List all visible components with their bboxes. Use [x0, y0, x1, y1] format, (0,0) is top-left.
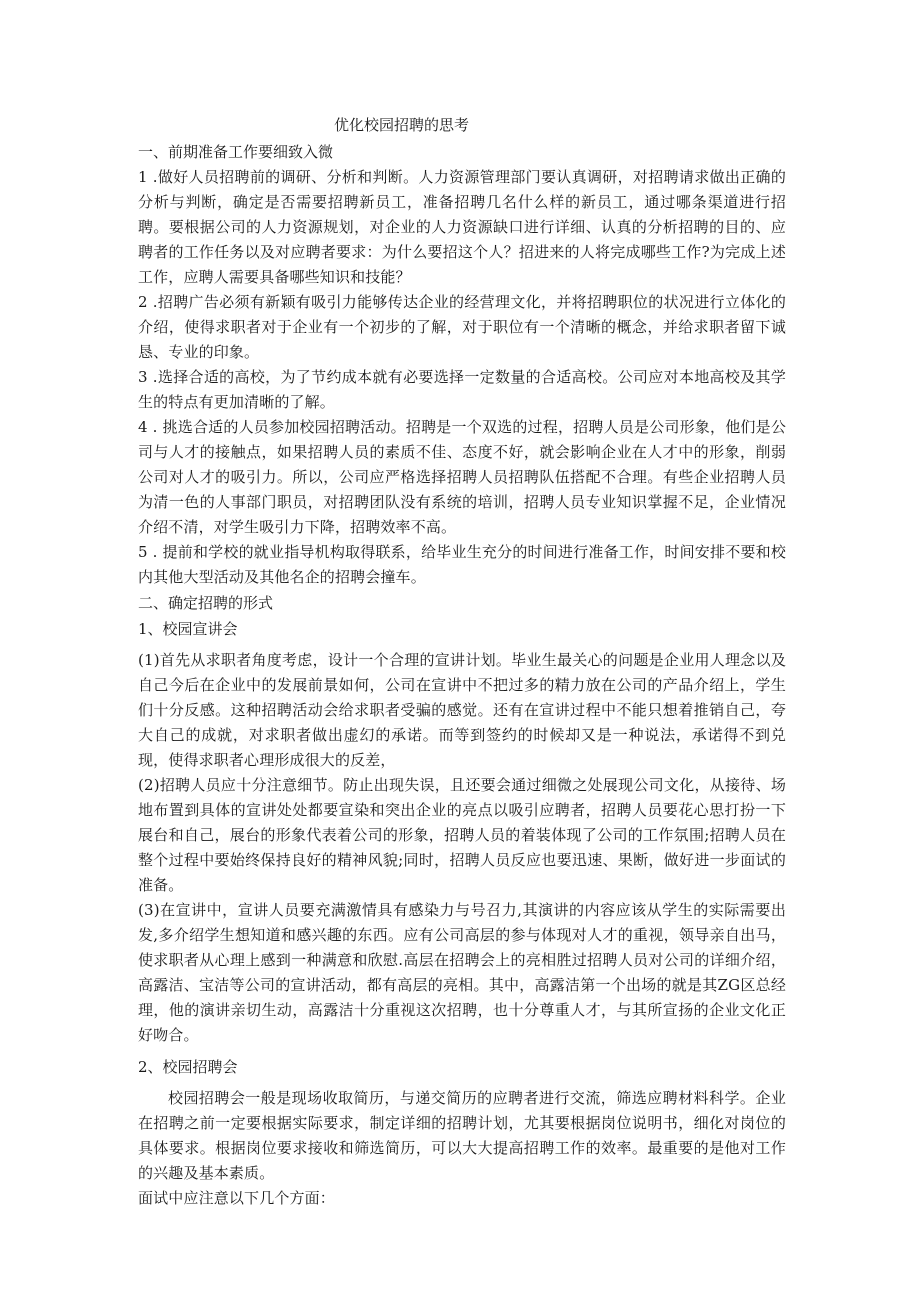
subsection-2-note: 面试中应注意以下几个方面：: [138, 1189, 335, 1207]
subsection-1-item-2: (2)招聘人员应十分注意细节。防止出现失误，且还要会通过细微之处展现公司文化，从接待、场地布置到具体的宣讲处处都要宣染和突出企业的亮点以吸引应聘者，招聘人员要花心思打扮一下展台和自己，展台的形象代表着公司的形象，招聘人员的着装体现了公司的工作氛围;招聘人员在整个过程中要始终保持良好的精神风貌;同时，招聘人员反应也要迅速、果断，做好进一步面试的准备。: [138, 776, 786, 894]
document-title: 优化校园招聘的思考: [334, 116, 470, 134]
subsection-2-heading: 2、校园招聘会: [138, 1058, 238, 1076]
section-1-item-4: 4 . 挑选合适的人员参加校园招聘活动。招聘是一个双选的过程，招聘人员是公司形象，他们是公司与人才的接触点，如果招聘人员的素质不佳、态度不好，就会影响企业在人才中的形象，削弱公司对人才的吸引力。所以，公司应严格选择招聘人员招聘队伍搭配不合理。有些企业招聘人员为清一色的人事部门职员，对招聘团队没有系统的培训，招聘人员专业知识掌握不足，企业情况介绍不清，对学生吸引力下降，招聘效率不高。: [138, 418, 786, 536]
section-1-item-2: 2 .招聘广告必须有新颖有吸引力能够传达企业的经营理文化，并将招聘职位的状况进行立体化的介绍，使得求职者对于企业有一个初步的了解，对于职位有一个清晰的概念，并给求职者留下诚恳、专业的印象。: [138, 293, 786, 361]
section-1-heading: 一、前期准备工作要细致入微: [138, 143, 334, 161]
subsection-1-heading: 1、校园宣讲会: [138, 620, 238, 638]
subsection-1-item-3: (3)在宣讲中，宣讲人员要充满激情具有感染力与号召力,其演讲的内容应该从学生的实际需要出发,多介绍学生想知道和感兴趣的东西。应有公司高层的参与体现对人才的重视，领导亲自出马，使求职者从心理上感到一种满意和欣慰.高层在招聘会上的亮相胜过招聘人员对公司的详细介绍，高露洁、宝洁等公司的宣讲活动，都有高层的亮相。其中，高露洁第一个出场的就是其ZG区总经理，他的演讲亲切生动，高露洁十分重视这次招聘，也十分尊重人才，与其所宣扬的企业文化正好吻合。: [138, 901, 786, 1044]
document-page: [138, 112, 786, 1211]
subsection-1-item-1: (1)首先从求职者角度考虑，设计一个合理的宣讲计划。毕业生最关心的问题是企业用人理念以及自己今后在企业中的发展前景如何，公司在宣讲中不把过多的精力放在公司的产品介绍上，学生们十分反感。这种招聘活动会给求职者受骗的感觉。还有在宣讲过程中不能只想着推销自己，夸大自己的成就，对求职者做出虚幻的承诺。而等到签约的时候却又是一种说法，承诺得不到兑现，使得求职者心理形成很大的反差，: [138, 651, 786, 769]
subsection-2-paragraph: 校园招聘会一般是现场收取简历，与递交简历的应聘者进行交流，筛选应聘材料科学。企业在招聘之前一定要根据实际要求，制定详细的招聘计划，尤其要根据岗位说明书，细化对岗位的具体要求。根据岗位要求接收和筛选简历，可以大大提高招聘工作的效率。最重要的是他对工作的兴趣及基本素质。: [138, 1089, 786, 1182]
section-2-heading: 二、确定招聘的形式: [138, 594, 274, 612]
section-1-item-1: 1 .做好人员招聘前的调研、分析和判断。人力资源管理部门要认真调研，对招聘请求做出正确的分析与判断，确定是否需要招聘新员工，准备招聘几名什么样的新员工，通过哪条渠道进行招聘。要根据公司的人力资源规划，对企业的人力资源缺口进行详细、认真的分析招聘的目的、应聘者的工作任务以及对应聘者要求：为什么要招这个人？招进来的人将完成哪些工作?为完成上述工作，应聘人需要具备哪些知识和技能？: [138, 168, 786, 286]
section-1-item-3: 3 .选择合适的高校，为了节约成本就有必要选择一定数量的合适高校。公司应对本地高校及其学生的特点有更加清晰的了解。: [138, 368, 786, 411]
section-1-item-5: 5 . 提前和学校的就业指导机构取得联系，给毕业生充分的时间进行准备工作，时间安排不要和校内其他大型活动及其他名企的招聘会撞车。: [138, 543, 786, 586]
